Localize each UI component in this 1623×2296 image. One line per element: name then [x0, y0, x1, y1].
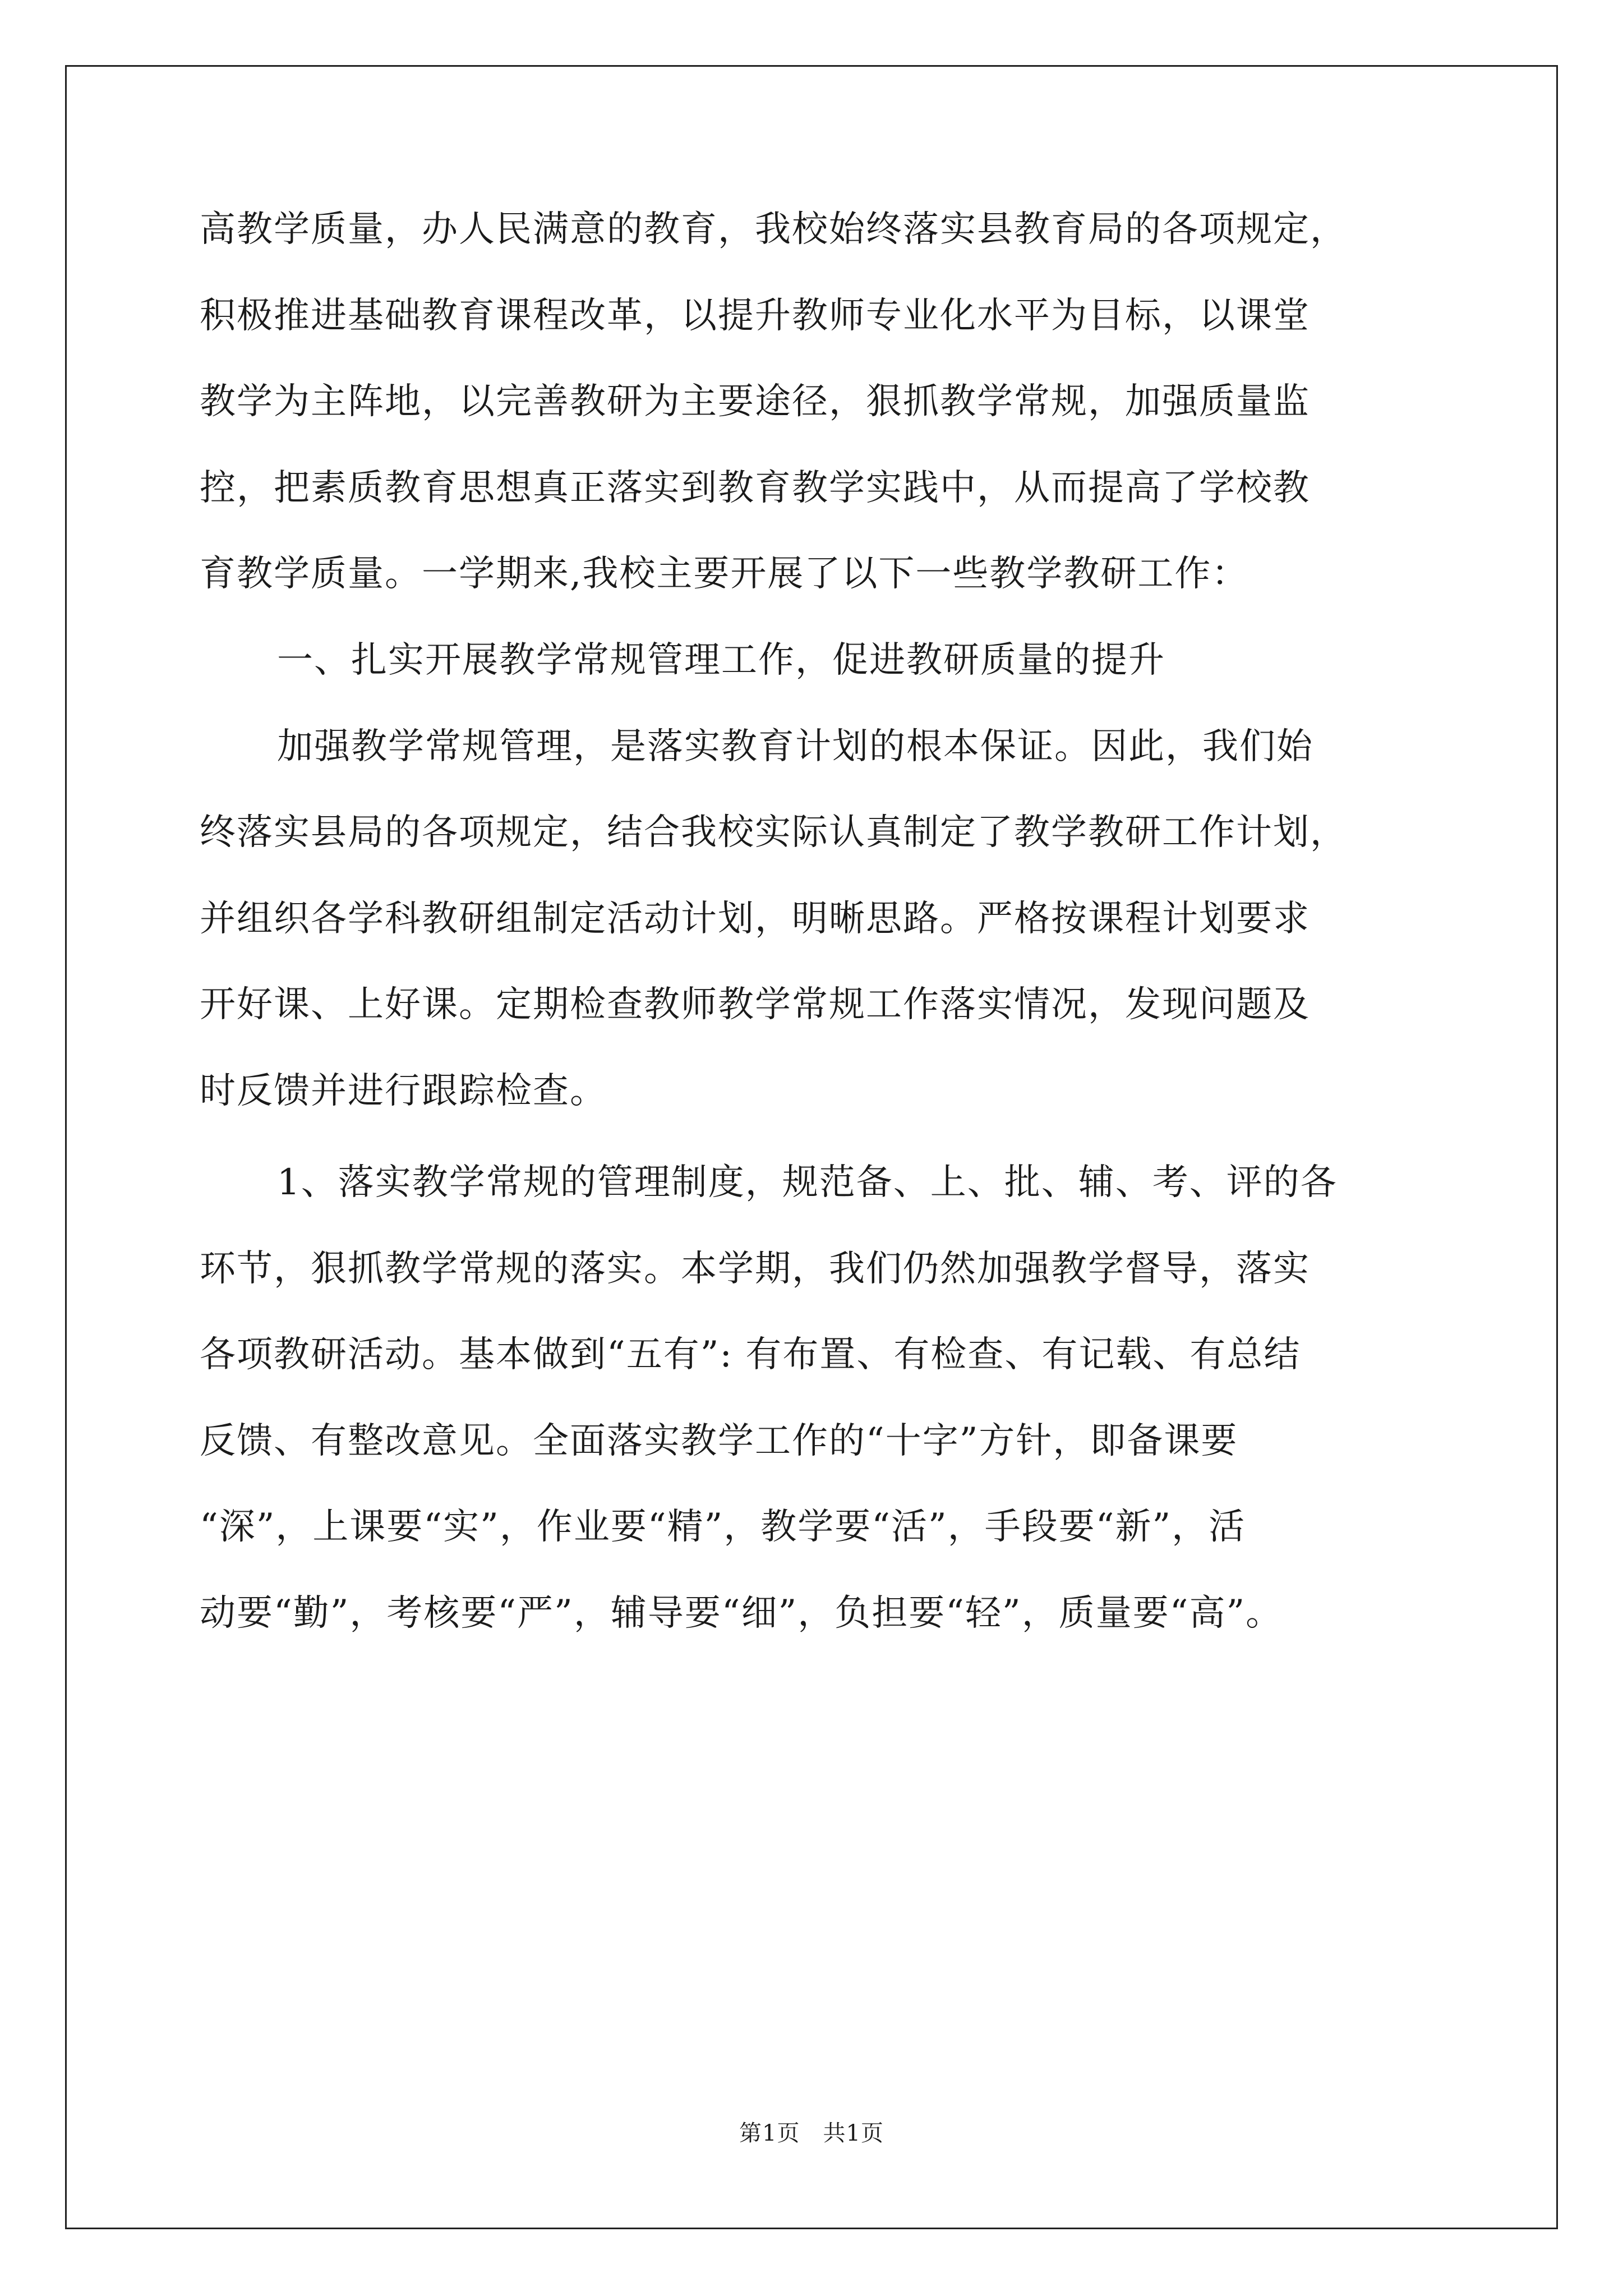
paragraph-line: 终落实县局的各项规定，结合我校实际认真制定了教学教研工作计划， — [200, 812, 1347, 854]
paragraph-line: 教学为主阵地，以完善教研为主要途径，狠抓教学常规，加强质量监 — [200, 381, 1310, 423]
paragraph-line: 并组织各学科教研组制定活动计划，明晰思路。严格按课程计划要求 — [200, 898, 1310, 940]
paragraph-line: 开好课、上好课。定期检查教师教学常规工作落实情况，发现问题及 — [200, 984, 1310, 1026]
paragraph-line: 1、落实教学常规的管理制度，规范备、上、批、辅、考、评的各 — [277, 1161, 1338, 1203]
document-body — [200, 208, 1433, 1678]
paragraph-line: “深”，上课要“实”，作业要“精”，教学要“活”，手段要“新”，活 — [200, 1506, 1246, 1548]
page-number-footer: 第1页 共1页 — [739, 2120, 884, 2146]
paragraph-line: 时反馈并进行跟踪检查。 — [200, 1070, 607, 1112]
paragraph-line: 控，把素质教育思想真正落实到教育教学实践中，从而提高了学校教 — [200, 467, 1310, 509]
paragraph-line: 高教学质量，办人民满意的教育，我校始终落实县教育局的各项规定， — [200, 209, 1347, 250]
paragraph-line: 积极推进基础教育课程改革，以提升教师专业化水平为目标，以课堂 — [200, 295, 1310, 337]
paragraph-line: 动要“勤”，考核要“严”，辅导要“细”，负担要“轻”，质量要“高”。 — [200, 1592, 1283, 1634]
section-heading: 一、扎实开展教学常规管理工作，促进教研质量的提升 — [277, 639, 1165, 681]
paragraph-line: 育教学质量。一学期来,我校主要开展了以下一些教学教研工作： — [200, 553, 1249, 595]
paragraph-line: 各项教研活动。基本做到“五有”: 有布置、有检查、有记载、有总结 — [200, 1334, 1301, 1376]
paragraph-line: 反馈、有整改意见。全面落实教学工作的“十字”方针，即备课要 — [200, 1420, 1238, 1462]
paragraph-line: 加强教学常规管理，是落实教育计划的根本保证。因此，我们始 — [277, 725, 1313, 767]
paragraph-line: 环节，狠抓教学常规的落实。本学期，我们仍然加强教学督导，落实 — [200, 1248, 1310, 1290]
